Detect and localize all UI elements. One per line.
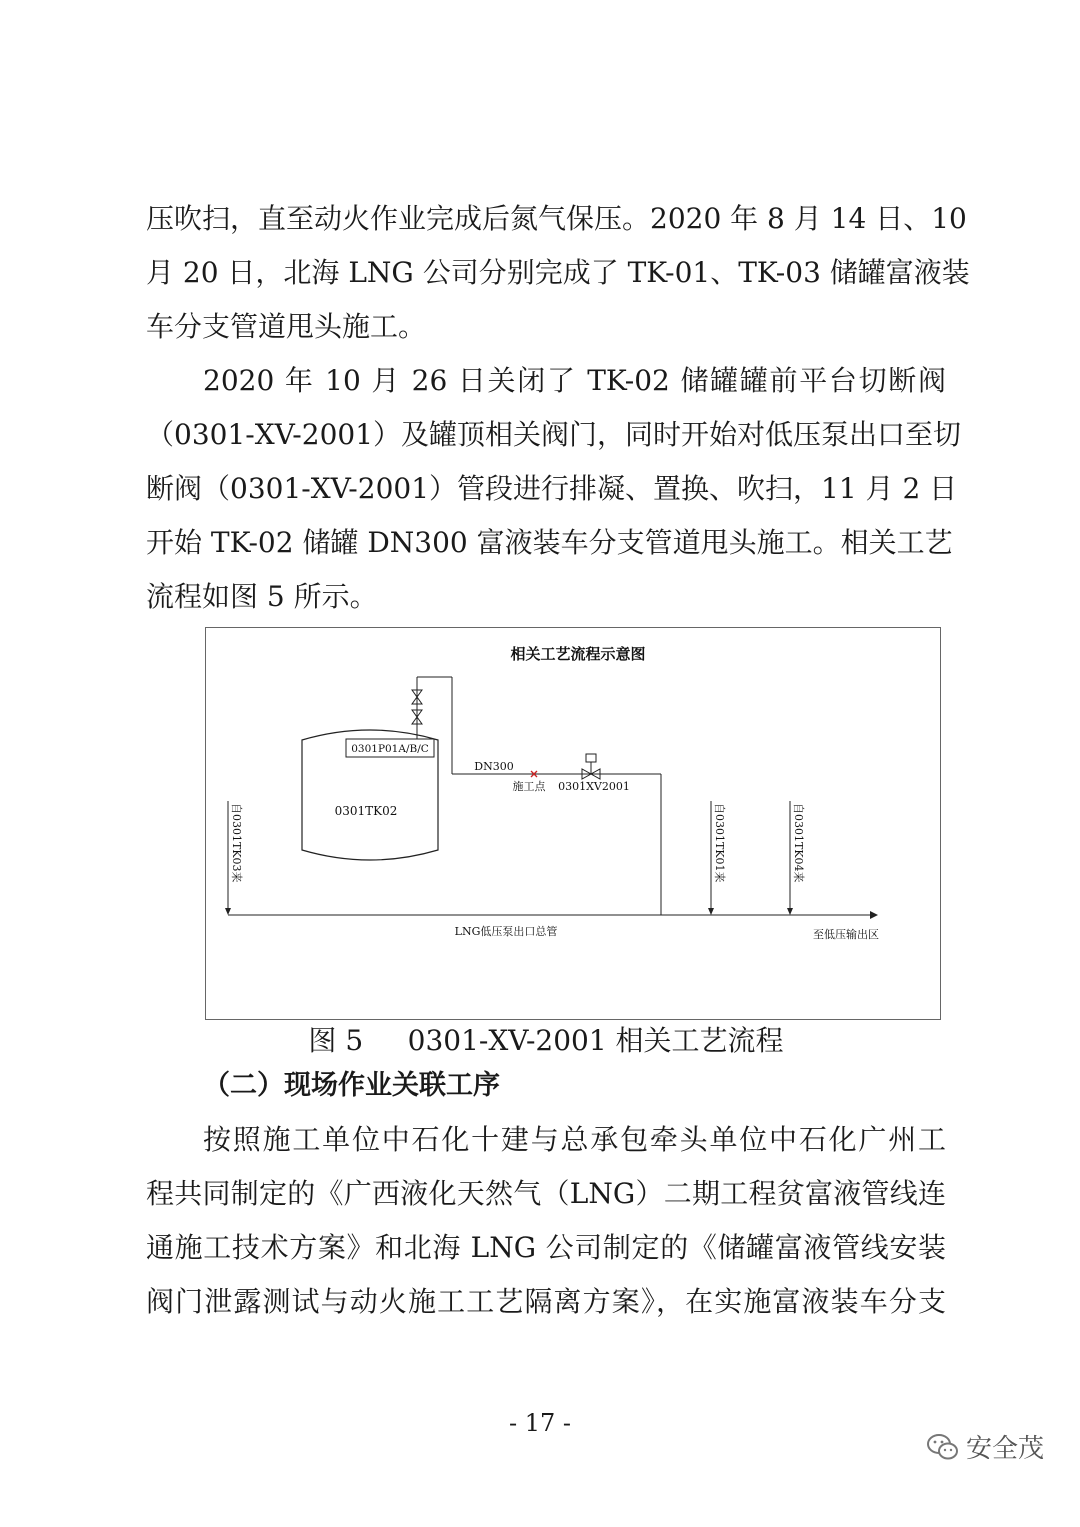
figure-caption: 图 5 0301-XV-2001 相关工艺流程 [308,1024,784,1057]
destination-label: 至低压输出区 [813,928,879,941]
section-heading: （二）现场作业关联工序 [203,1070,500,1101]
pump-label: 0301P01A/B/C [351,743,429,755]
paragraph-line: 按照施工单位中石化十建与总承包牵头单位中石化广州工 [203,1123,946,1156]
page-number: - 17 - [508,1409,571,1437]
process-flow-figure [205,627,941,1020]
paragraph-line: 月 20 日，北海 LNG 公司分别完成了 TK-01、TK-03 储罐富液装 [146,256,970,289]
paragraph-3 [146,1113,946,1329]
paragraph-line: 开始 TK-02 储罐 DN300 富液装车分支管道甩头施工。相关工艺 [146,526,953,559]
valve-label: 0301XV2001 [558,780,630,793]
tk01-feed-arrow-icon [708,908,714,915]
paragraph-1 [146,192,970,354]
watermark-text: 安全茂 [965,1434,1044,1464]
header-arrow-icon [870,911,878,919]
paragraph-line: 压吹扫，直至动火作业完成后氮气保压。2020 年 8 月 14 日、10 [146,202,967,235]
paragraph-line: 断阀（0301-XV-2001）管段进行排凝、置换、吹扫，11 月 2 日 [146,472,958,505]
header-label: LNG低压泵出口总管 [454,925,558,938]
paragraph-line: 车分支管道甩头施工。 [146,310,427,343]
construction-point-label: 施工点 [512,780,546,793]
paragraph-line: 程共同制定的《广西液化天然气（LNG）二期工程贫富液管线连 [146,1177,946,1210]
tk03-feed-label: 自0301TK03来 [230,803,243,883]
watermark [926,1428,1044,1465]
tk01-feed-label: 自0301TK01来 [713,803,726,883]
tk04-feed-arrow-icon [787,908,793,915]
paragraph-line: 阀门泄露测试与动火施工工艺隔离方案》，在实施富液装车分支 [146,1285,946,1318]
paragraph-2 [146,354,962,624]
paragraph-line: 2020 年 10 月 26 日关闭了 TK-02 储罐罐前平台切断阀 [203,364,946,397]
paragraph-line: 流程如图 5 所示。 [146,580,378,613]
tk04-feed-label: 自0301TK04来 [792,803,805,883]
diagram-title: 相关工艺流程示意图 [510,645,646,663]
pipe-size-label: DN300 [474,760,514,773]
wechat-icon [926,1432,960,1462]
shutoff-valve-icon [582,754,600,779]
tank-label: 0301TK02 [334,804,398,818]
process-flow-diagram [206,628,942,1021]
paragraph-line: 通施工技术方案》和北海 LNG 公司制定的《储罐富液管线安装 [146,1231,946,1264]
tk03-feed-arrow-icon [225,908,231,915]
paragraph-line: （0301-XV-2001）及罐顶相关阀门，同时开始对低压泵出口至切 [146,418,962,451]
